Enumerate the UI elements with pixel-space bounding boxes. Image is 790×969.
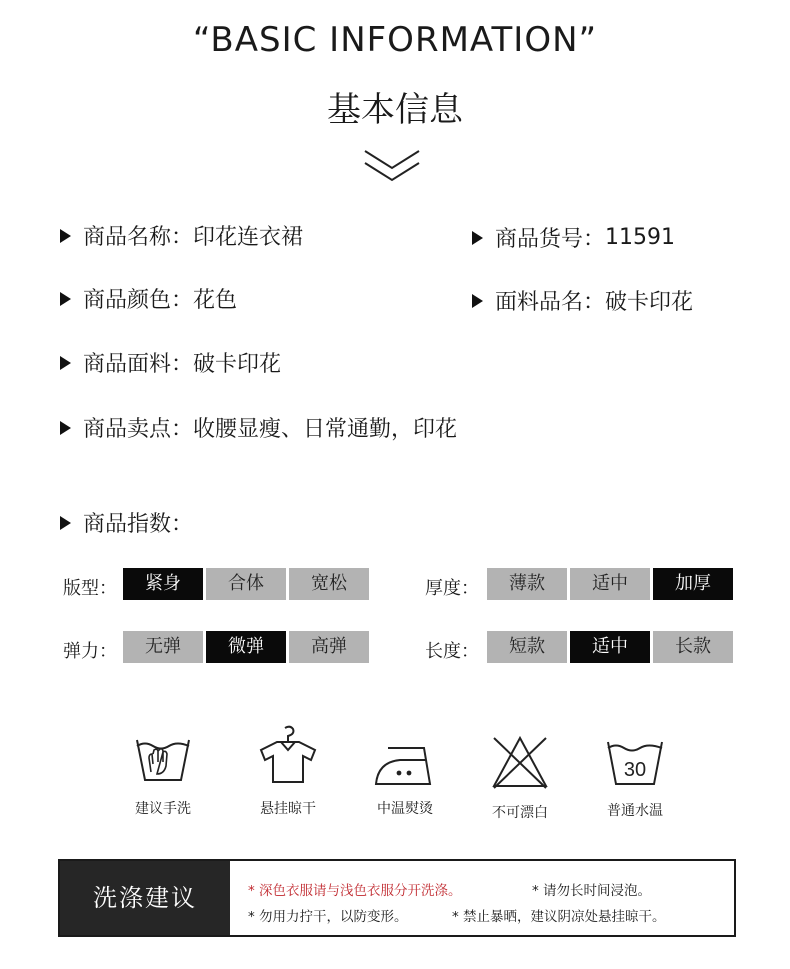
attribute-value: 花色	[193, 288, 238, 313]
attribute-fabric-name	[472, 285, 693, 316]
wash-advice-title: 洗涤建议	[60, 861, 230, 935]
bullet-triangle-icon	[472, 231, 483, 245]
attribute-label: 面料品名：	[495, 290, 606, 315]
attribute-value: 破卡印花	[193, 352, 282, 377]
elasticity-option-high: 高弹	[289, 631, 369, 663]
attribute-product-fabric	[60, 347, 281, 378]
iron-medium-icon	[372, 740, 438, 786]
attribute-product-name	[60, 220, 303, 251]
thickness-option-medium: 适中	[570, 568, 650, 600]
care-label: 建议手洗	[135, 801, 191, 817]
index-heading-label: 商品指数：	[83, 512, 194, 537]
care-item-iron	[360, 740, 450, 818]
bullet-triangle-icon	[472, 294, 483, 308]
attribute-label: 商品面料：	[83, 352, 194, 377]
wash-tip: * 勿用力拧干，以防变形。	[248, 909, 408, 925]
bullet-triangle-icon	[60, 292, 71, 306]
fit-label: 版型：	[63, 578, 117, 599]
attribute-value: 11591	[605, 225, 676, 250]
wash-advice-box	[58, 859, 736, 937]
attribute-product-code	[472, 222, 675, 253]
attribute-value: 破卡印花	[605, 290, 694, 315]
bullet-triangle-icon	[60, 421, 71, 435]
wash-tip: * 禁止暴晒，建议阴凉处悬挂晾干。	[452, 909, 666, 925]
chinese-title: 基本信息	[327, 90, 463, 130]
elasticity-option-slight: 微弹	[206, 631, 286, 663]
attribute-value: 印花连衣裙	[193, 225, 304, 250]
attribute-label: 商品名称：	[83, 225, 194, 250]
care-label: 中温熨烫	[377, 801, 433, 817]
bullet-triangle-icon	[60, 516, 71, 530]
care-label: 悬挂晾干	[260, 801, 316, 817]
attribute-label: 商品货号：	[495, 227, 606, 252]
fit-option-tight: 紧身	[123, 568, 203, 600]
care-item-hang-dry	[243, 724, 333, 818]
elasticity-label: 弹力：	[63, 641, 117, 662]
wash-temperature: 30	[623, 759, 647, 781]
length-option-medium: 适中	[570, 631, 650, 663]
length-option-long: 长款	[653, 631, 733, 663]
fit-option-regular: 合体	[206, 568, 286, 600]
thickness-option-thin: 薄款	[487, 568, 567, 600]
length-option-short: 短款	[487, 631, 567, 663]
attribute-value: 收腰显瘦、日常通勤，印花	[193, 417, 458, 442]
fit-option-loose: 宽松	[289, 568, 369, 600]
index-heading	[60, 507, 193, 538]
no-bleach-icon	[490, 734, 550, 790]
length-label: 长度：	[425, 641, 479, 662]
bullet-triangle-icon	[60, 229, 71, 243]
care-item-wash-30	[590, 738, 680, 820]
wash-tip: * 深色衣服请与浅色衣服分开洗涤。	[248, 883, 462, 899]
care-item-no-bleach	[475, 734, 565, 822]
wash-30-icon	[604, 738, 666, 788]
double-chevron-down-icon	[362, 148, 422, 184]
english-title: “BASIC INFORMATION”	[192, 20, 598, 60]
wash-tip: * 请勿长时间浸泡。	[532, 883, 652, 899]
care-label: 普通水温	[607, 803, 663, 819]
thickness-label: 厚度：	[425, 578, 479, 599]
bullet-triangle-icon	[60, 356, 71, 370]
care-label: 不可漂白	[492, 805, 548, 821]
care-item-hand-wash	[118, 736, 208, 818]
attribute-selling-points	[60, 412, 457, 443]
attribute-label: 商品卖点：	[83, 417, 194, 442]
elasticity-option-none: 无弹	[123, 631, 203, 663]
attribute-product-color	[60, 283, 237, 314]
attribute-label: 商品颜色：	[83, 288, 194, 313]
thickness-option-thick: 加厚	[653, 568, 733, 600]
hang-dry-icon	[257, 724, 319, 786]
hand-wash-icon	[133, 736, 193, 786]
